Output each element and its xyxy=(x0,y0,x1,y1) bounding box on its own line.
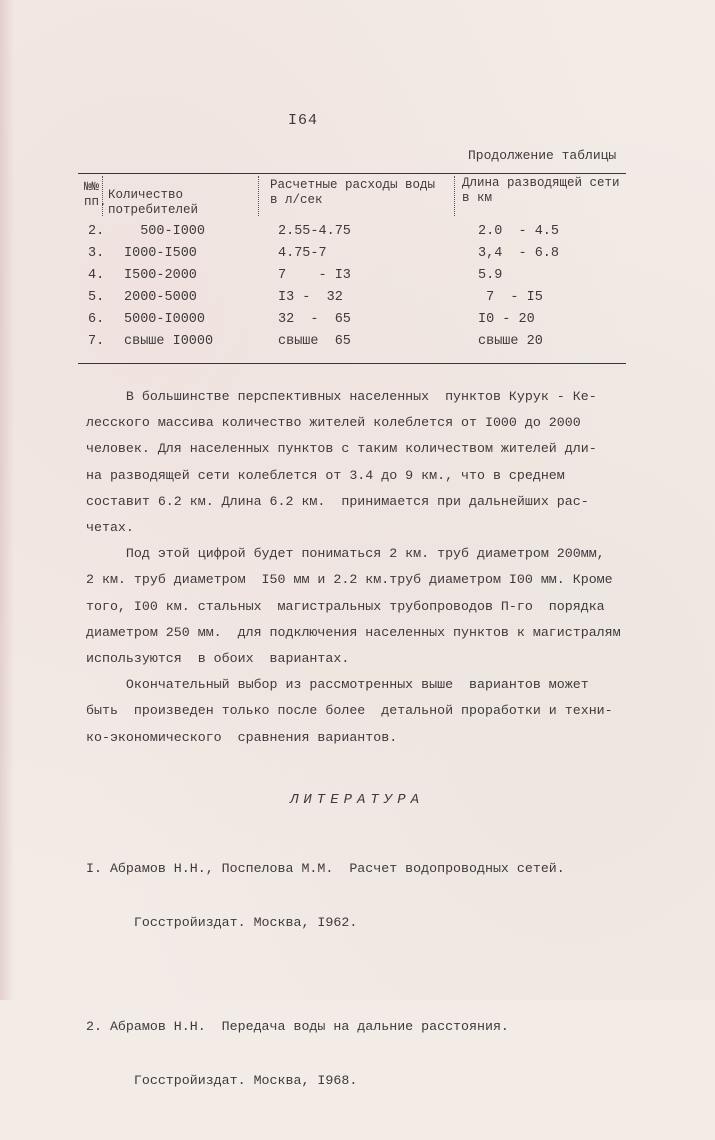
cell-num: 2. xyxy=(88,224,105,239)
table-row xyxy=(78,224,626,245)
reference-item xyxy=(86,982,565,1126)
body-line: того, I00 км. стальных магистральных трубопроводов П-го порядка xyxy=(86,598,605,614)
table-row xyxy=(78,334,626,355)
reference-line: I. Абрамов Н.Н., Поспелова М.М. Расчет водопроводных сетей. xyxy=(86,861,565,876)
body-line: быть произведен только после более детальной проработки и техни- xyxy=(86,703,613,719)
header-flow: Расчетные расходы воды в л/сек xyxy=(270,178,436,207)
reference-line: Госстройиздат. Москва, I968. xyxy=(86,1073,358,1088)
body-line: Окончательный выбор из рассмотренных выше вариантов может xyxy=(86,677,589,693)
table-bottom-rule xyxy=(78,363,626,364)
reference-line: Госстройиздат. Москва, I962. xyxy=(86,915,358,930)
table-continuation-caption: Продолжение таблицы xyxy=(468,148,617,163)
body-line: В большинстве перспективных населенных пунктов Курук - Ке- xyxy=(86,389,597,404)
body-line: четах. xyxy=(86,520,134,536)
cell-consumers: I000-I500 xyxy=(124,246,197,261)
table-row xyxy=(78,268,626,289)
cell-consumers: I500-2000 xyxy=(124,268,197,283)
body-line: диаметром 250 мм. для подключения населенных пунктов к магистралям xyxy=(86,624,621,640)
body-text xyxy=(86,384,646,751)
cell-num: 7. xyxy=(88,334,105,349)
table-top-rule xyxy=(78,173,626,174)
cell-num: 6. xyxy=(88,312,105,327)
body-line: человек. Для населенных пунктов с таким количеством жителей дли- xyxy=(86,441,597,457)
cell-num: 4. xyxy=(88,268,105,283)
cell-flow: 2.55-4.75 xyxy=(278,224,351,239)
header-length: Длина разводящей сети в км xyxy=(462,176,620,205)
references-list xyxy=(86,824,565,1140)
cell-consumers: 5000-I0000 xyxy=(124,312,206,327)
cell-length: I0 - 20 xyxy=(478,312,535,327)
cell-num: 5. xyxy=(88,290,105,305)
table-row xyxy=(78,312,626,333)
cell-length: свыше 20 xyxy=(478,334,543,349)
cell-flow: I3 - 32 xyxy=(278,290,343,305)
data-table xyxy=(78,170,626,366)
header-consumers: Количество потребителей xyxy=(108,188,199,217)
body-line: ко-экономического сравнения вариантов. xyxy=(86,729,398,745)
cell-length: 2.0 - 4.5 xyxy=(478,224,560,239)
cell-flow: 4.75-7 xyxy=(278,246,327,261)
cell-num: 3. xyxy=(88,246,105,261)
header-divider xyxy=(258,176,259,216)
body-line: Под этой цифрой будет пониматься 2 км. труб диаметром 200мм, xyxy=(86,546,605,562)
paper-edge-shadow xyxy=(0,0,14,1000)
body-line: на разводящей сети колеблется от 3.4 до 9 км., что в среднем xyxy=(86,467,565,483)
body-line: составит 6.2 км. Длина 6.2 км. принимается при дальнейших рас- xyxy=(86,493,589,509)
body-line: используются в обоих вариантах. xyxy=(86,651,350,667)
cell-consumers: свыше I0000 xyxy=(124,334,214,349)
table-row xyxy=(78,246,626,267)
cell-length: 5.9 xyxy=(478,268,503,283)
cell-length: 7 - I5 xyxy=(478,290,543,305)
reference-item xyxy=(86,824,565,968)
header-divider xyxy=(454,176,455,216)
cell-flow: 32 - 65 xyxy=(278,312,351,327)
body-line: лесского массива количество жителей колеблется от I000 до 2000 xyxy=(86,415,581,431)
cell-flow: 7 - I3 xyxy=(278,268,351,283)
literature-heading: ЛИТЕРАТУРА xyxy=(290,792,425,808)
cell-flow: свыше 65 xyxy=(278,334,351,349)
reference-line: 2. Абрамов Н.Н. Передача воды на дальние расстояния. xyxy=(86,1019,509,1034)
cell-consumers: 500-I000 xyxy=(124,224,206,239)
cell-consumers: 2000-5000 xyxy=(124,290,197,305)
cell-length: 3,4 - 6.8 xyxy=(478,246,560,261)
body-line: 2 км. труб диаметром I50 мм и 2.2 км.труб диаметром I00 мм. Кроме xyxy=(86,572,613,588)
page-number: I64 xyxy=(288,112,319,129)
header-number: №№ пп. xyxy=(84,180,107,209)
table-row xyxy=(78,290,626,311)
